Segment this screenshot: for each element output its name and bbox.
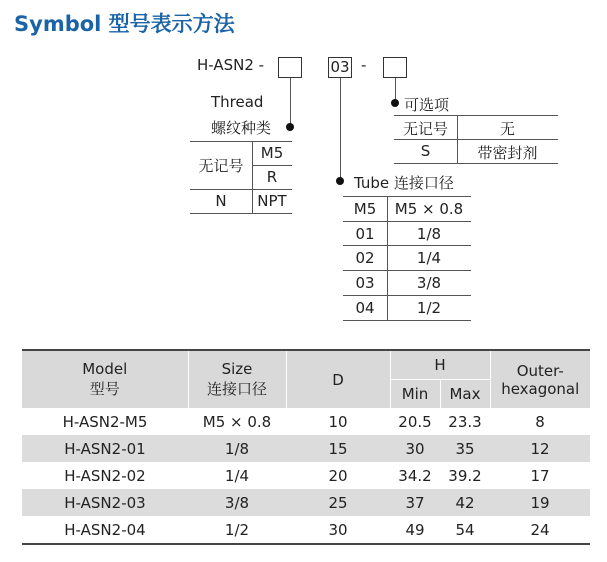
tube-table-line-2 bbox=[343, 245, 471, 246]
cell-size: 3/8 bbox=[188, 489, 286, 516]
header-hex bbox=[490, 350, 590, 408]
cell-d: 20 bbox=[328, 466, 348, 485]
thread-key-n: N bbox=[215, 192, 227, 210]
header-hex-1: Outer- bbox=[516, 361, 564, 380]
thread-table-bottom bbox=[190, 213, 292, 214]
thread-value-r: R bbox=[266, 168, 278, 186]
tube-code: 03 bbox=[355, 274, 375, 292]
option-table-mid bbox=[394, 139, 558, 140]
tube-table-top bbox=[343, 196, 471, 197]
tube-size: 1/2 bbox=[416, 299, 442, 317]
cell-h-max: 42 bbox=[440, 489, 490, 516]
tube-label: Tube 连接口径 bbox=[354, 174, 454, 192]
table-row bbox=[22, 408, 590, 435]
cell-hex: 8 bbox=[535, 412, 545, 431]
thread-connector-line bbox=[290, 78, 291, 127]
option-key-none: 无记号 bbox=[402, 120, 448, 138]
cell-size: 1/2 bbox=[224, 520, 250, 539]
option-label: 可选项 bbox=[404, 96, 450, 114]
header-model bbox=[22, 350, 188, 408]
cell-d: 30 bbox=[328, 520, 348, 539]
header-h: H bbox=[390, 350, 490, 380]
cell-hex: 17 bbox=[530, 466, 550, 485]
header-size-cn: 连接口径 bbox=[206, 380, 267, 398]
table-row bbox=[22, 462, 590, 489]
cell-h-max: 35 bbox=[440, 435, 490, 462]
thread-table-mid bbox=[252, 165, 292, 166]
tube-code: 02 bbox=[355, 249, 375, 267]
tube-connector-line bbox=[340, 78, 341, 181]
cell-h-min: 37 bbox=[390, 489, 440, 516]
cell-model: H-ASN2-M5 bbox=[62, 412, 148, 431]
tube-table-line-3 bbox=[343, 270, 471, 271]
cell-h-min: 34.2 bbox=[398, 466, 432, 485]
cell-h-min: 30 bbox=[390, 435, 440, 462]
cell-size: 1/8 bbox=[188, 435, 286, 462]
header-hex-2: hexagonal bbox=[501, 379, 580, 398]
thread-label-cn: 螺纹种类 bbox=[211, 119, 272, 137]
table-row bbox=[22, 435, 590, 462]
header-size bbox=[188, 350, 286, 408]
code-prefix: H-ASN2 - bbox=[197, 56, 265, 74]
tube-size: 1/4 bbox=[416, 249, 442, 267]
tube-table-line-4 bbox=[343, 295, 471, 296]
thread-value-npt: NPT bbox=[257, 192, 287, 210]
cell-hex: 19 bbox=[490, 489, 590, 516]
cell-size: M5 × 0.8 bbox=[202, 412, 272, 431]
option-table-top bbox=[394, 115, 558, 116]
cell-h-min: 20.5 bbox=[398, 412, 432, 431]
tube-size: M5 × 0.8 bbox=[394, 200, 464, 218]
header-h-max: Max bbox=[440, 380, 490, 409]
thread-key-none: 无记号 bbox=[198, 157, 244, 175]
cell-model: H-ASN2-03 bbox=[22, 489, 188, 516]
cell-d: 25 bbox=[286, 489, 390, 516]
thread-table-top bbox=[190, 141, 292, 142]
cell-model: H-ASN2-01 bbox=[22, 435, 188, 462]
spec-table bbox=[22, 349, 590, 545]
option-table-bottom bbox=[394, 163, 558, 164]
cell-h-max: 39.2 bbox=[448, 466, 482, 485]
header-d: D bbox=[286, 350, 390, 408]
cell-d: 10 bbox=[328, 412, 348, 431]
cell-h-min: 49 bbox=[405, 520, 425, 539]
cell-model: H-ASN2-04 bbox=[64, 520, 146, 539]
cell-size: 1/4 bbox=[224, 466, 250, 485]
thread-code-box bbox=[278, 57, 302, 78]
cell-h-max: 23.3 bbox=[448, 412, 482, 431]
header-size-en: Size bbox=[221, 360, 253, 378]
table-row bbox=[22, 489, 590, 516]
option-key-s: S bbox=[420, 142, 431, 160]
option-code-box bbox=[383, 57, 407, 78]
tube-code: 04 bbox=[355, 299, 375, 317]
cell-d: 15 bbox=[286, 435, 390, 462]
tube-code: M5 bbox=[353, 200, 377, 218]
cell-h-max: 54 bbox=[455, 520, 475, 539]
tube-bullet bbox=[336, 177, 344, 185]
tube-code-box: 03 bbox=[328, 57, 352, 78]
cell-hex: 12 bbox=[490, 435, 590, 462]
thread-bullet bbox=[286, 123, 294, 131]
thread-value-m5: M5 bbox=[260, 144, 284, 162]
tube-code: 01 bbox=[355, 225, 375, 243]
cell-hex: 24 bbox=[530, 520, 550, 539]
thread-label-en: Thread bbox=[211, 93, 264, 111]
code-dash: - bbox=[361, 56, 367, 74]
tube-size: 3/8 bbox=[416, 274, 442, 292]
header-model-en: Model bbox=[82, 360, 128, 378]
table-row bbox=[22, 516, 590, 544]
option-value-s: 带密封剂 bbox=[477, 144, 538, 162]
option-bullet bbox=[391, 99, 399, 107]
thread-table-sep bbox=[190, 189, 292, 190]
tube-table-bottom bbox=[343, 320, 471, 321]
page-title: Symbol 型号表示方法 bbox=[14, 12, 235, 36]
tube-size: 1/8 bbox=[416, 225, 442, 243]
cell-model: H-ASN2-02 bbox=[64, 466, 146, 485]
header-model-cn: 型号 bbox=[89, 380, 120, 398]
tube-table-line-1 bbox=[343, 221, 471, 222]
option-value-none: 无 bbox=[499, 120, 515, 138]
header-h-min: Min bbox=[390, 380, 440, 409]
